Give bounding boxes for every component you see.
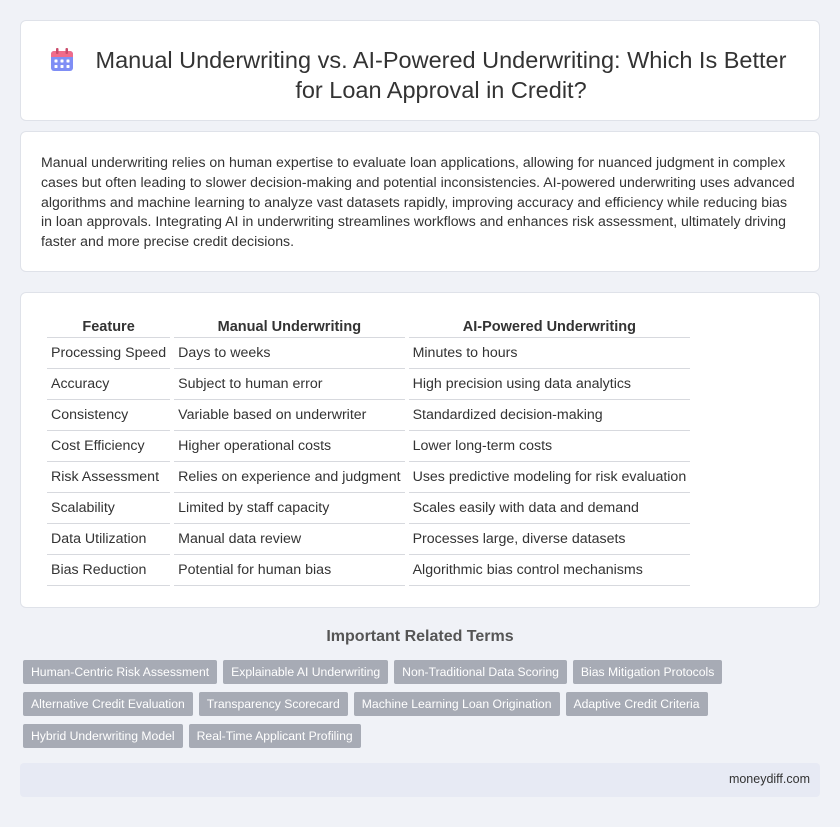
cell-feature: Consistency	[47, 400, 170, 431]
related-term-tag[interactable]: Real-Time Applicant Profiling	[189, 724, 361, 748]
comparison-table	[43, 316, 694, 586]
cell-ai: Scales easily with data and demand	[409, 493, 691, 524]
cell-ai: Processes large, diverse datasets	[409, 524, 691, 555]
related-term-tag[interactable]: Machine Learning Loan Origination	[354, 692, 560, 716]
site-link[interactable]: moneydiff.com	[728, 772, 810, 786]
table-row	[47, 338, 690, 369]
header-manual: Manual Underwriting	[174, 316, 404, 338]
related-term-tag[interactable]: Transparency Scorecard	[199, 692, 348, 716]
table-row	[47, 431, 690, 462]
intro-card	[20, 131, 820, 272]
table-row	[47, 400, 690, 431]
related-term-tag[interactable]: Hybrid Underwriting Model	[23, 724, 183, 748]
cell-feature: Bias Reduction	[47, 555, 170, 586]
related-terms-list	[23, 660, 803, 748]
cell-ai: High precision using data analytics	[409, 369, 691, 400]
calendar-icon	[49, 47, 75, 73]
cell-manual: Relies on experience and judgment	[174, 462, 404, 493]
related-term-tag[interactable]: Human-Centric Risk Assessment	[23, 660, 217, 684]
cell-manual: Days to weeks	[174, 338, 404, 369]
header-feature: Feature	[47, 316, 170, 338]
title-card	[20, 20, 820, 121]
table-row	[47, 524, 690, 555]
table-header-row	[47, 316, 690, 338]
cell-ai: Uses predictive modeling for risk evaluation	[409, 462, 691, 493]
intro-paragraph: Manual underwriting relies on human expertise to evaluate loan applications, allowing for nuanced judgment in complex cases but often leading to slower decision-making and potential inconsistencies. AI-powered underwriting uses advanced algorithms and machine learning to analyze vast datasets rapidly, improving accuracy and efficiency while reducing bias in loan approvals. Integrating AI in underwriting streamlines workflows and enhances risk assessment, ultimately driving faster and more precise credit decisions.	[41, 154, 795, 250]
related-term-tag[interactable]: Adaptive Credit Criteria	[566, 692, 708, 716]
cell-manual: Higher operational costs	[174, 431, 404, 462]
related-term-tag[interactable]: Explainable AI Underwriting	[223, 660, 388, 684]
table-row	[47, 493, 690, 524]
comparison-card	[20, 292, 820, 608]
cell-ai: Standardized decision-making	[409, 400, 691, 431]
cell-manual: Variable based on underwriter	[174, 400, 404, 431]
cell-feature: Scalability	[47, 493, 170, 524]
cell-manual: Manual data review	[174, 524, 404, 555]
table-row	[47, 462, 690, 493]
footer	[20, 763, 820, 797]
table-row	[47, 555, 690, 586]
cell-feature: Processing Speed	[47, 338, 170, 369]
header-ai: AI-Powered Underwriting	[409, 316, 691, 338]
cell-manual: Limited by staff capacity	[174, 493, 404, 524]
cell-ai: Algorithmic bias control mechanisms	[409, 555, 691, 586]
cell-feature: Cost Efficiency	[47, 431, 170, 462]
related-term-tag[interactable]: Alternative Credit Evaluation	[23, 692, 193, 716]
cell-ai: Lower long-term costs	[409, 431, 691, 462]
cell-feature: Accuracy	[47, 369, 170, 400]
related-terms-heading: Important Related Terms	[326, 628, 514, 645]
cell-feature: Data Utilization	[47, 524, 170, 555]
related-term-tag[interactable]: Bias Mitigation Protocols	[573, 660, 722, 684]
cell-manual: Potential for human bias	[174, 555, 404, 586]
cell-ai: Minutes to hours	[409, 338, 691, 369]
table-row	[47, 369, 690, 400]
related-term-tag[interactable]: Non-Traditional Data Scoring	[394, 660, 567, 684]
cell-feature: Risk Assessment	[47, 462, 170, 493]
cell-manual: Subject to human error	[174, 369, 404, 400]
page-title: Manual Underwriting vs. AI-Powered Underwriting: Which Is Better for Loan Approval in Credit?	[95, 47, 787, 103]
